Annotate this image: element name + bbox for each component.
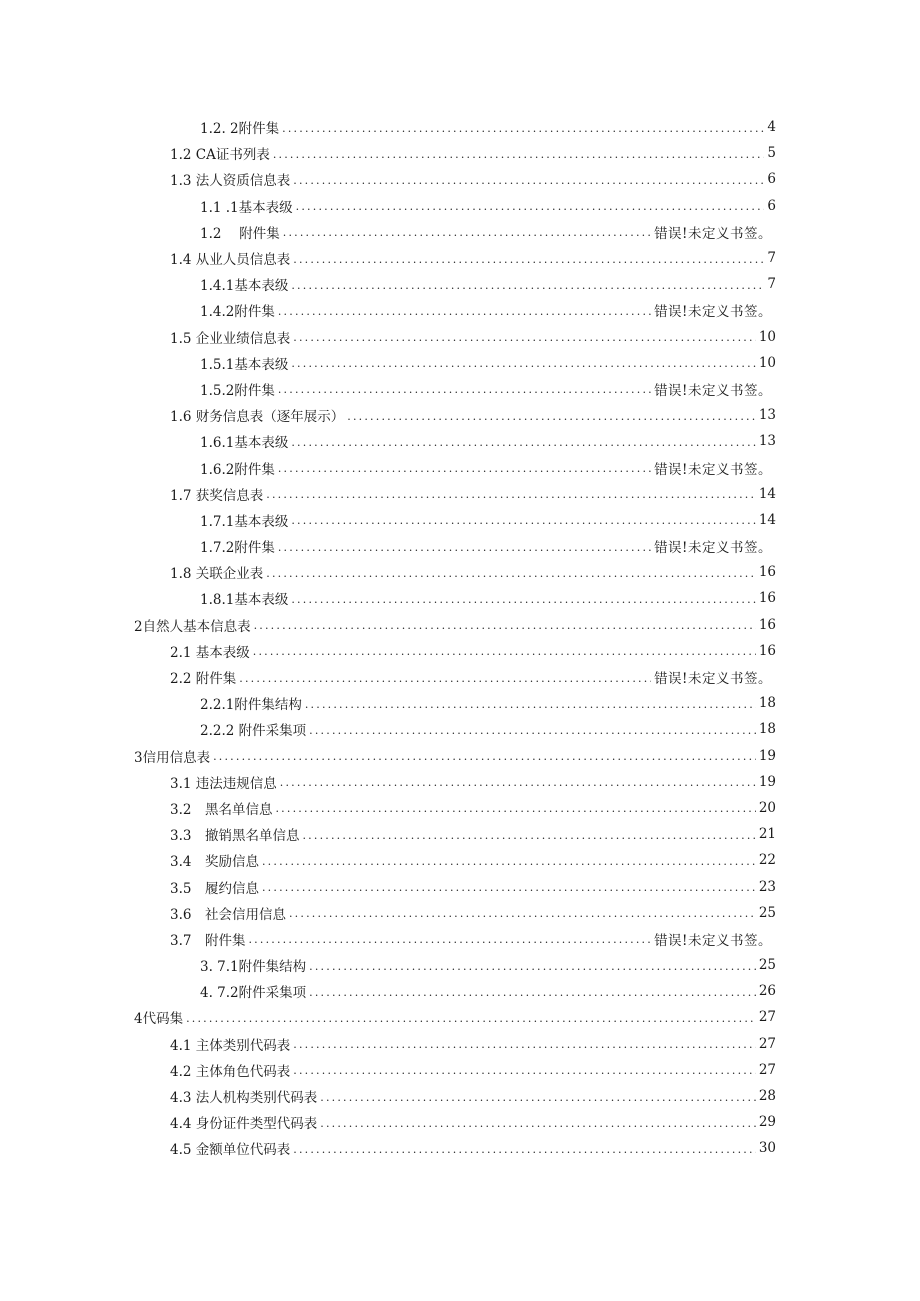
toc-dot-leader <box>278 305 651 318</box>
toc-entry-title: 1.6 财务信息表（逐年展示） <box>170 409 345 426</box>
toc-entry-title: 3.7 附件集 <box>170 932 246 949</box>
toc-entry-title: 2.2 附件集 <box>170 671 237 688</box>
toc-entry[interactable] <box>0 1004 776 1030</box>
toc-entry-title: 4代码集 <box>134 1011 184 1028</box>
toc-dot-leader <box>280 776 756 789</box>
toc-entry[interactable] <box>0 900 776 926</box>
toc-entry-title: 1.2 附件集 <box>200 225 280 242</box>
toc-entry[interactable] <box>0 690 776 716</box>
toc-entry[interactable] <box>0 114 776 140</box>
toc-entry-page: 22 <box>758 852 776 869</box>
toc-entry[interactable] <box>0 795 776 821</box>
toc-dot-leader <box>309 986 756 999</box>
toc-entry[interactable] <box>0 1135 776 1161</box>
toc-dot-leader <box>291 357 755 370</box>
toc-dot-leader <box>278 383 651 396</box>
toc-entry-page: 13 <box>758 407 776 424</box>
toc-entry-title: 1.8 关联企业表 <box>170 566 264 583</box>
toc-entry-title: 4. 7.2附件采集项 <box>200 985 307 1002</box>
toc-entry-page: 14 <box>758 511 776 528</box>
toc-entry[interactable] <box>0 140 776 166</box>
toc-entry[interactable] <box>0 271 776 297</box>
toc-entry[interactable] <box>0 219 772 245</box>
toc-dot-leader <box>293 1143 756 1156</box>
toc-entry-title: 1.4.2附件集 <box>200 304 275 321</box>
toc-entry-page: 6 <box>767 197 776 214</box>
toc-entry[interactable] <box>0 1083 776 1109</box>
toc-dot-leader <box>309 960 756 973</box>
toc-entry-title: 1.4.1基本表级 <box>200 278 289 295</box>
toc-entry-title: 1.4 从业人员信息表 <box>170 252 291 269</box>
toc-entry[interactable] <box>0 1031 776 1057</box>
toc-dot-leader <box>273 148 765 161</box>
toc-entry[interactable] <box>0 1057 776 1083</box>
toc-entry-title: 1.5.2附件集 <box>200 382 275 399</box>
toc-entry-title: 3.1 违法违规信息 <box>170 775 277 792</box>
toc-dot-leader <box>305 698 756 711</box>
toc-dot-leader <box>320 1117 756 1130</box>
toc-entry-title: 3.3 撤销黑名单信息 <box>170 828 300 845</box>
toc-entry-title: 1.5 企业业绩信息表 <box>170 330 291 347</box>
toc-entry-page: 30 <box>758 1140 776 1157</box>
toc-entry-page: 19 <box>758 747 776 764</box>
toc-entry-page: 23 <box>758 878 776 895</box>
toc-entry[interactable] <box>0 533 772 559</box>
toc-dot-leader <box>293 174 764 187</box>
toc-entry[interactable] <box>0 166 776 192</box>
toc-entry-page: 27 <box>758 1035 776 1052</box>
toc-entry[interactable] <box>0 873 776 899</box>
toc-entry-title: 3. 7.1附件集结构 <box>200 959 307 976</box>
toc-dot-leader <box>283 226 651 239</box>
toc-dot-leader <box>213 750 756 763</box>
toc-entry[interactable] <box>0 376 772 402</box>
toc-dot-leader <box>309 724 756 737</box>
toc-entry[interactable] <box>0 454 772 480</box>
toc-entry[interactable] <box>0 585 776 611</box>
toc-dot-leader <box>253 645 756 658</box>
toc-entry-page: 6 <box>767 171 776 188</box>
toc-entry-page: 10 <box>758 354 776 371</box>
toc-entry-page: 29 <box>758 1114 776 1131</box>
toc-entry-title: 1.8.1基本表级 <box>200 592 289 609</box>
toc-dot-leader <box>266 488 756 501</box>
toc-entry[interactable] <box>0 481 776 507</box>
toc-dot-leader <box>289 907 756 920</box>
toc-entry-title: 1.6.1基本表级 <box>200 435 289 452</box>
toc-entry-page: 错误!未定义书签。 <box>654 671 772 688</box>
toc-entry[interactable] <box>0 952 776 978</box>
toc-entry-page: 错误!未定义书签。 <box>654 540 772 557</box>
toc-entry[interactable] <box>0 664 772 690</box>
toc-dot-leader <box>320 1091 756 1104</box>
toc-entry[interactable] <box>0 507 776 533</box>
toc-entry-page: 5 <box>767 145 776 162</box>
toc-dot-leader <box>282 122 764 135</box>
toc-entry-title: 2.1 基本表级 <box>170 644 250 661</box>
toc-entry[interactable] <box>0 612 776 638</box>
toc-entry-page: 错误!未定义书签。 <box>654 225 772 242</box>
toc-entry[interactable] <box>0 978 776 1004</box>
toc-entry-page: 错误!未定义书签。 <box>654 304 772 321</box>
toc-dot-leader <box>302 829 755 842</box>
toc-entry-page: 7 <box>767 276 776 293</box>
toc-entry-page: 错误!未定义书签。 <box>654 461 772 478</box>
toc-dot-leader <box>248 933 651 946</box>
toc-entry-title: 2.2.2 附件采集项 <box>200 723 307 740</box>
toc-dot-leader <box>293 1038 756 1051</box>
toc-dot-leader <box>239 672 651 685</box>
toc-entry-title: 3.2 黑名单信息 <box>170 801 273 818</box>
toc-entry-page: 16 <box>758 616 776 633</box>
toc-entry[interactable] <box>0 926 772 952</box>
toc-entry[interactable] <box>0 1109 776 1135</box>
toc-entry-page: 20 <box>758 799 776 816</box>
toc-dot-leader <box>291 279 764 292</box>
toc-entry-title: 1.1 .1基本表级 <box>200 199 293 216</box>
toc-dot-leader <box>291 436 755 449</box>
toc-entry[interactable] <box>0 402 776 428</box>
toc-entry-title: 4.3 法人机构类别代码表 <box>170 1090 318 1107</box>
toc-dot-leader <box>293 331 756 344</box>
toc-entry-page: 4 <box>767 119 776 136</box>
toc-entry[interactable] <box>0 769 776 795</box>
toc-entry-title: 3信用信息表 <box>134 749 211 766</box>
toc-entry-title: 4.2 主体角色代码表 <box>170 1063 291 1080</box>
toc-entry-page: 18 <box>758 721 776 738</box>
toc-entry-page: 28 <box>758 1088 776 1105</box>
toc-entry-title: 2自然人基本信息表 <box>134 618 251 635</box>
toc-dot-leader <box>291 514 755 527</box>
toc-entry[interactable] <box>0 743 776 769</box>
toc-entry[interactable] <box>0 245 776 271</box>
toc-dot-leader <box>275 802 755 815</box>
toc-dot-leader <box>186 1012 756 1025</box>
toc-entry-page: 25 <box>758 957 776 974</box>
toc-entry-title: 4.5 金额单位代码表 <box>170 1142 291 1159</box>
toc-entry-title: 1.7.2附件集 <box>200 540 275 557</box>
toc-entry[interactable] <box>0 350 776 376</box>
toc-entry-page: 26 <box>758 983 776 1000</box>
toc-entry-title: 1.2 CA证书列表 <box>170 147 270 164</box>
toc-entry[interactable] <box>0 638 776 664</box>
toc-dot-leader <box>293 1064 756 1077</box>
toc-dot-leader <box>254 619 756 632</box>
toc-entry[interactable] <box>0 559 776 585</box>
toc-dot-leader <box>347 410 756 423</box>
toc-entry[interactable] <box>0 821 776 847</box>
toc-entry-title: 4.4 身份证件类型代码表 <box>170 1116 318 1133</box>
toc-entry-title: 1.2. 2附件集 <box>200 121 280 138</box>
toc-entry-page: 19 <box>758 773 776 790</box>
toc-entry-title: 3.4 奖励信息 <box>170 854 259 871</box>
toc-dot-leader <box>293 253 764 266</box>
toc-entry-page: 18 <box>758 695 776 712</box>
toc-entry-page: 16 <box>758 590 776 607</box>
toc-entry[interactable] <box>0 716 776 742</box>
toc-entry-title: 4.1 主体类别代码表 <box>170 1037 291 1054</box>
toc-entry[interactable] <box>0 324 776 350</box>
toc-entry-title: 1.7 获奖信息表 <box>170 487 264 504</box>
toc-entry-page: 16 <box>758 564 776 581</box>
toc-entry-title: 3.5 履约信息 <box>170 880 259 897</box>
toc-entry-title: 3.6 社会信用信息 <box>170 906 286 923</box>
toc-dot-leader <box>262 881 756 894</box>
toc-entry-page: 13 <box>758 433 776 450</box>
toc-entry-page: 16 <box>758 642 776 659</box>
toc-entry[interactable] <box>0 428 776 454</box>
toc-dot-leader <box>262 855 756 868</box>
toc-dot-leader <box>266 567 756 580</box>
toc-dot-leader <box>296 200 765 213</box>
toc-entry-page: 14 <box>758 485 776 502</box>
toc-entry-title: 1.3 法人资质信息表 <box>170 173 291 190</box>
toc-dot-leader <box>291 593 755 606</box>
toc-entry-page: 7 <box>767 250 776 267</box>
toc-dot-leader <box>278 541 651 554</box>
toc-entry-page: 21 <box>758 826 776 843</box>
toc-entry[interactable] <box>0 193 776 219</box>
toc-entry-page: 10 <box>758 328 776 345</box>
toc-entry-page: 错误!未定义书签。 <box>654 382 772 399</box>
toc-entry-page: 25 <box>758 904 776 921</box>
toc-entry-page: 27 <box>758 1061 776 1078</box>
toc-entry-page: 27 <box>758 1009 776 1026</box>
toc-entry-title: 1.6.2附件集 <box>200 461 275 478</box>
toc-entry[interactable] <box>0 847 776 873</box>
toc-dot-leader <box>278 462 651 475</box>
toc-entry-title: 2.2.1附件集结构 <box>200 697 302 714</box>
toc-entry-page: 错误!未定义书签。 <box>654 932 772 949</box>
toc-entry[interactable] <box>0 297 772 323</box>
table-of-contents <box>0 114 920 1162</box>
toc-entry-title: 1.7.1基本表级 <box>200 513 289 530</box>
toc-entry-title: 1.5.1基本表级 <box>200 356 289 373</box>
